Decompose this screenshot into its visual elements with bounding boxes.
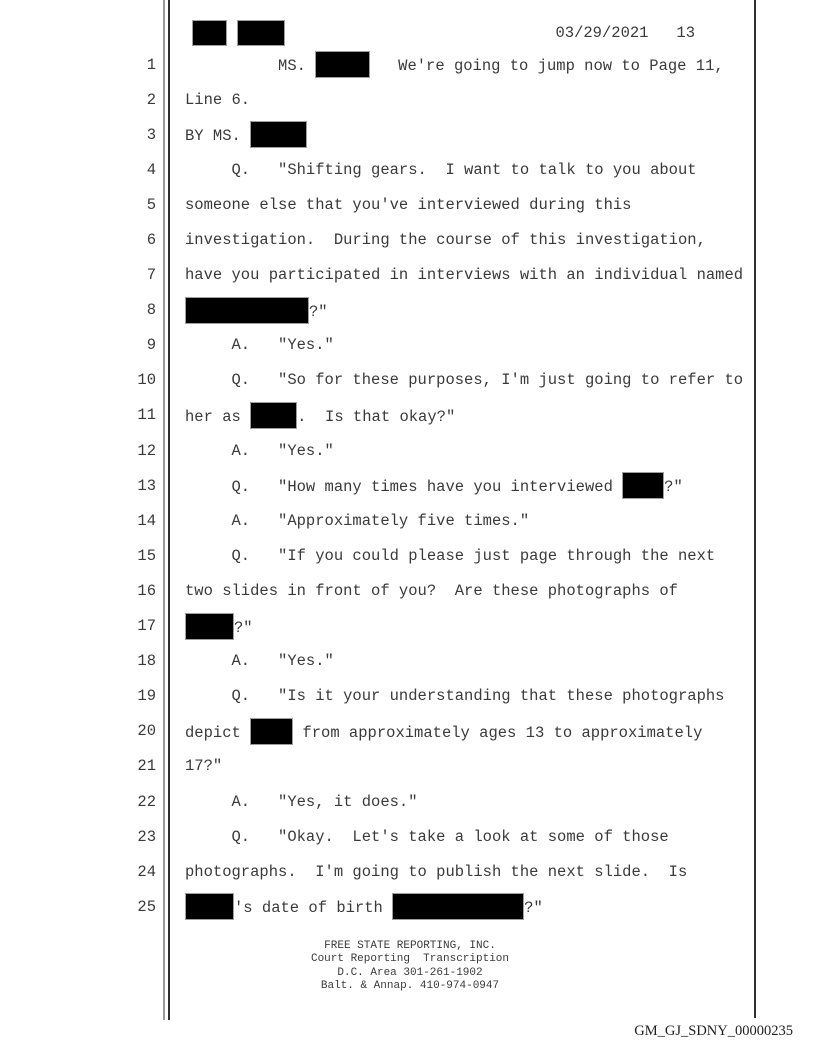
text-segment: 17?" [185, 757, 223, 776]
transcript-line [0, 714, 756, 749]
line-text [185, 613, 253, 640]
line-text [185, 757, 222, 775]
transcript-line [0, 152, 756, 187]
footer-line: Court Reporting Transcription [310, 953, 510, 966]
line-number: 4 [146, 160, 156, 179]
line-number: 10 [137, 371, 156, 390]
text-segment: . Is that okay?" [297, 407, 456, 426]
text-segment: Q. "So for these purposes, I'm just going to refer to [185, 371, 744, 390]
line-text [185, 828, 669, 846]
redaction-box [622, 472, 664, 499]
line-number: 17 [137, 617, 156, 636]
text-segment: A. "Approximately five times." [185, 511, 530, 530]
line-text [185, 687, 725, 705]
line-number: 18 [137, 652, 156, 671]
text-segment: investigation. During the course of this investigation, [185, 231, 706, 250]
footer-line: FREE STATE REPORTING, INC. [324, 940, 496, 952]
line-number: 24 [137, 862, 156, 881]
transcript-line [0, 609, 756, 644]
text-segment: two slides in front of you? Are these photographs of [185, 581, 678, 600]
text-segment: from approximately ages 13 to approximately [293, 723, 703, 742]
line-number: 7 [146, 266, 156, 285]
line-number: 5 [146, 195, 156, 214]
transcript-line [0, 117, 756, 152]
line-number: 20 [137, 722, 156, 741]
transcript-line [0, 784, 756, 819]
line-number: 9 [146, 336, 156, 355]
transcript-line [0, 889, 756, 924]
transcript-line [0, 293, 756, 328]
line-number: 16 [137, 581, 156, 600]
line-text [185, 297, 328, 324]
text-segment: ?" [309, 302, 328, 321]
text-segment: ?" [664, 478, 683, 497]
transcript-lines [0, 47, 756, 924]
redaction-box [250, 718, 293, 745]
line-text [185, 402, 455, 429]
line-text [185, 512, 529, 530]
line-text [185, 51, 724, 78]
line-number: 15 [137, 546, 156, 565]
text-segment: depict [185, 723, 251, 742]
line-text [185, 371, 743, 389]
redaction-box [250, 121, 307, 148]
text-segment: Q. "Is it your understanding that these photographs [185, 687, 725, 706]
transcript-line [0, 854, 756, 889]
text-segment: her as [185, 407, 251, 426]
transcript-line [0, 328, 756, 363]
text-segment: A. "Yes." [185, 336, 334, 355]
redaction-box [237, 20, 285, 46]
line-text [185, 231, 706, 249]
line-text [185, 582, 678, 600]
redaction-box [192, 20, 227, 46]
transcript-line [0, 503, 756, 538]
text-segment: A. "Yes, it does." [185, 792, 418, 811]
transcript-line [0, 258, 756, 293]
redaction-box [392, 893, 524, 920]
line-text [185, 472, 683, 499]
transcript-line [0, 433, 756, 468]
transcript-line [0, 82, 756, 117]
line-text [185, 161, 697, 179]
text-segment: Q. "Okay. Let's take a look at some of those [185, 827, 669, 846]
redaction-box [185, 893, 234, 920]
line-number: 21 [137, 757, 156, 776]
line-text [185, 196, 631, 214]
line-text [185, 547, 715, 565]
header-dateline: 03/29/2021 13 [555, 24, 695, 42]
line-number: 25 [137, 897, 156, 916]
line-number: 22 [137, 792, 156, 811]
redaction-box [185, 297, 309, 324]
transcript-line [0, 749, 756, 784]
text-segment: Q. "How many times have you interviewed [185, 478, 623, 497]
line-number: 13 [137, 476, 156, 495]
line-number: 11 [137, 406, 156, 425]
text-segment: We're going to jump now to Page 11, [370, 57, 724, 76]
line-number: 14 [137, 511, 156, 530]
text-segment: A. "Yes." [185, 652, 334, 671]
bates-number: GM_GJ_SDNY_00000235 [634, 1023, 793, 1039]
footer-line: D.C. Area 301-261-1902 [337, 966, 483, 979]
line-number: 6 [146, 231, 156, 250]
line-number: 2 [146, 90, 156, 109]
transcript-line [0, 679, 756, 714]
line-text [185, 718, 702, 745]
transcript-line [0, 538, 756, 573]
text-segment: photographs. I'm going to publish the next slide. Is [185, 862, 688, 881]
text-segment: ?" [234, 618, 253, 637]
transcript-line [0, 363, 756, 398]
redaction-box [315, 51, 370, 78]
footer-line: Balt. & Annap. 410-974-0947 [320, 980, 500, 993]
line-text [185, 266, 743, 284]
transcript-line [0, 468, 756, 503]
line-text [185, 652, 334, 670]
transcript-line [0, 47, 756, 82]
redaction-box [250, 402, 297, 429]
transcript-line [0, 222, 756, 257]
line-text [185, 893, 543, 920]
transcript-line [0, 573, 756, 608]
transcript-line [0, 819, 756, 854]
transcript-line [0, 187, 756, 222]
line-number: 12 [137, 441, 156, 460]
line-text [185, 793, 418, 811]
text-segment: A. "Yes." [185, 441, 334, 460]
redaction-box [185, 613, 234, 640]
text-segment: have you participated in interviews with an individual named [185, 266, 744, 285]
text-segment: MS. [185, 57, 316, 76]
line-text [185, 336, 334, 354]
line-number: 1 [146, 55, 156, 74]
line-text [185, 121, 307, 148]
reporter-footer [140, 940, 680, 994]
text-segment: someone else that you've interviewed during this [185, 195, 632, 214]
line-text [185, 442, 334, 460]
transcript-line [0, 398, 756, 433]
text-segment: ?" [524, 899, 543, 918]
text-segment: Q. "If you could please just page through the next [185, 546, 716, 565]
text-segment: 's date of birth [234, 899, 393, 918]
line-text [185, 91, 250, 109]
line-number: 3 [146, 125, 156, 144]
text-segment: Line 6. [185, 90, 251, 109]
text-segment: Q. "Shifting gears. I want to talk to you about [185, 160, 697, 179]
line-number: 23 [137, 827, 156, 846]
transcript-line [0, 644, 756, 679]
line-text [185, 863, 687, 881]
line-number: 8 [146, 301, 156, 320]
line-number: 19 [137, 687, 156, 706]
text-segment: BY MS. [185, 127, 251, 146]
header-redactions [192, 20, 295, 46]
